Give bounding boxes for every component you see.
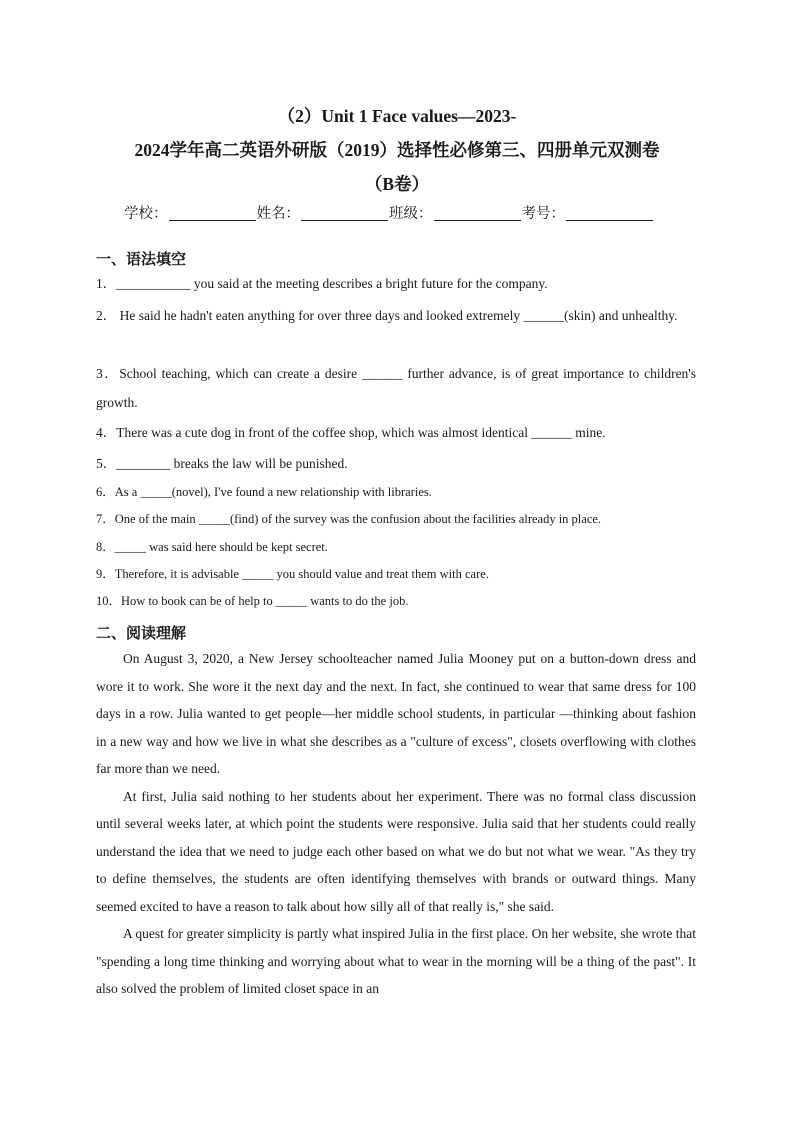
school-field[interactable] bbox=[169, 202, 256, 221]
question-5: 5．________ breaks the law will be punished. bbox=[96, 456, 348, 471]
exam-no-field[interactable] bbox=[566, 202, 653, 221]
reading-paragraph: On August 3, 2020, a New Jersey schoolteacher named Julia Mooney put on a button-down dress and wore it to work. She wore it the next day and the next. In fact, she continued to wear that same dress for 100 days in a row. Julia wanted to get people—her middle school students, in particular —thinking about fashion in a new way and how we live in what she describes as a "culture of excess", closets overflowing with clothes far more than we need. bbox=[96, 651, 696, 776]
question-6: 6．As a _____(novel), I've found a new relationship with libraries. bbox=[96, 485, 432, 499]
student-info-row bbox=[124, 202, 684, 226]
title-line-2: 2024学年高二英语外研版（2019）选择性必修第三、四册单元双测卷 bbox=[134, 140, 660, 160]
title-line-1: （2）Unit 1 Face values—2023- bbox=[277, 106, 517, 126]
section-heading-grammar: 一、语法填空 bbox=[96, 250, 187, 268]
question-8: 8．_____ was said here should be kept secret. bbox=[96, 540, 328, 554]
question-9: 9．Therefore, it is advisable _____ you should value and treat them with care. bbox=[96, 567, 489, 581]
reading-paragraph: At first, Julia said nothing to her students about her experiment. There was no formal class discussion until several weeks later, at which point the students were responsive. Julia said that her students could really understand the idea that we need to judge each other based on what we do but not what we wear. "As they try to define themselves, the students are often identifying themselves with brands or outward things. Many seemed excited to have a reason to talk about how silly all of that really is," she said. bbox=[96, 788, 696, 914]
question-10: 10．How to book can be of help to _____ wants to do the job. bbox=[96, 594, 409, 608]
question-2: 2． He said he hadn't eaten anything for over three days and looked extremely ______(skin) and unhealthy. bbox=[96, 308, 678, 323]
section-heading-reading: 二、阅读理解 bbox=[96, 624, 187, 642]
name-field[interactable] bbox=[301, 202, 388, 221]
question-1: 1．___________ you said at the meeting describes a bright future for the company. bbox=[96, 276, 548, 291]
exam-no-label: 考号： bbox=[521, 206, 565, 222]
reading-passage bbox=[96, 645, 696, 1003]
question-3: 3．School teaching, which can create a desire ______ further advance, is of great importance to children's growth. bbox=[96, 366, 696, 410]
reading-paragraph: A quest for greater simplicity is partly what inspired Julia in the first place. On her website, she wrote that "spending a long time thinking and worrying about what to wear in the morning will be a thing of the past". It also solved the problem of limited closet space in an bbox=[96, 926, 696, 996]
question-7: 7．One of the main _____(find) of the survey was the confusion about the facilities already in place. bbox=[96, 512, 602, 526]
question-4: 4．There was a cute dog in front of the coffee shop, which was almost identical ______ mine. bbox=[96, 425, 606, 440]
name-label: 姓名： bbox=[256, 206, 300, 222]
class-field[interactable] bbox=[434, 202, 521, 221]
school-label: 学校： bbox=[124, 206, 168, 222]
class-label: 班级： bbox=[389, 206, 433, 222]
title-line-3: （B卷） bbox=[364, 174, 430, 194]
